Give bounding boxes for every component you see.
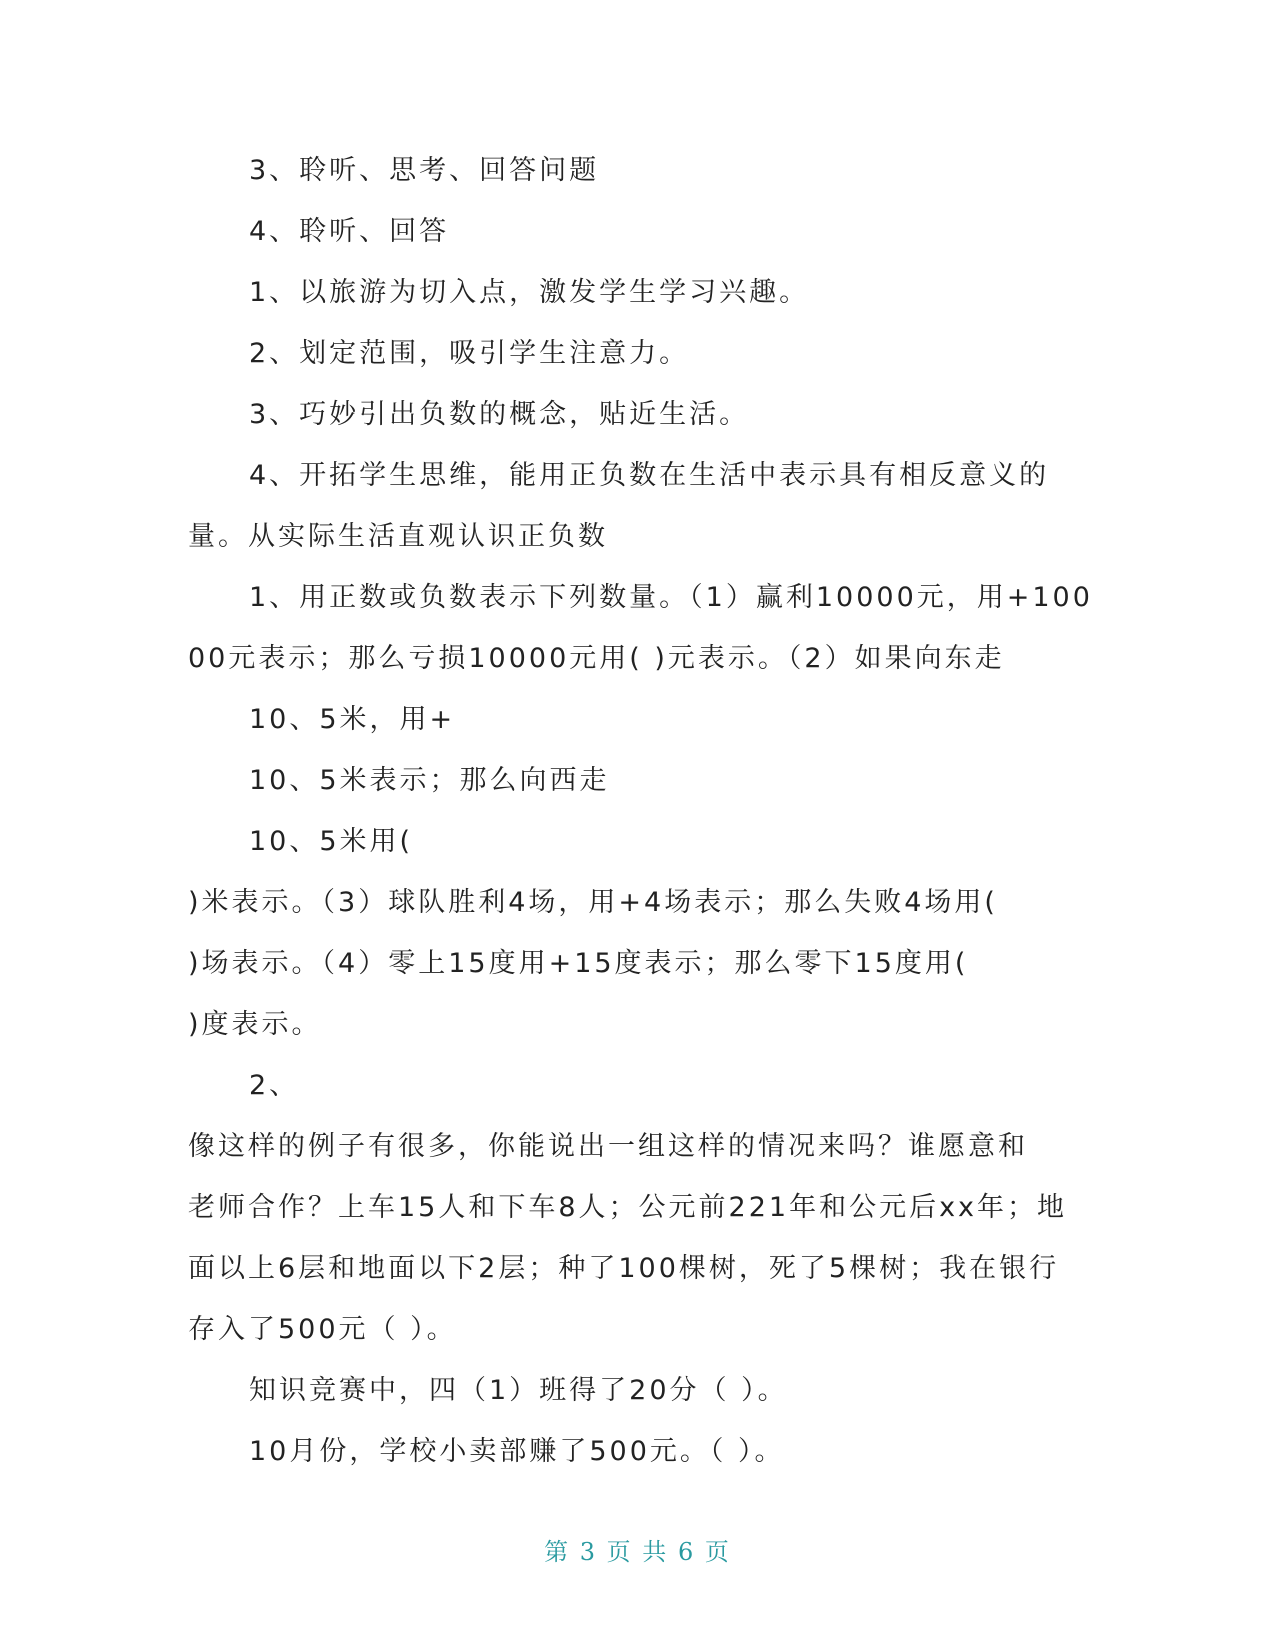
text-line: 量。从实际生活直观认识正负数	[188, 521, 608, 552]
text-line: 2、	[249, 1070, 300, 1101]
text-line: 1、以旅游为切入点，激发学生学习兴趣。	[249, 277, 810, 308]
text-line: 00元表示；那么亏损10000元用( )元表示。（2）如果向东走	[188, 643, 1005, 674]
text-line: 1、用正数或负数表示下列数量。（1）赢利10000元，用+100	[249, 582, 1093, 613]
text-line: 2、划定范围，吸引学生注意力。	[249, 338, 690, 369]
text-line: 3、聆听、思考、回答问题	[249, 155, 600, 186]
page-number-footer: 第 3 页 共 6 页	[544, 1538, 731, 1566]
text-line: 像这样的例子有很多，你能说出一组这样的情况来吗？谁愿意和	[188, 1131, 1028, 1162]
text-line: 老师合作？上车15人和下车8人；公元前221年和公元后xx年；地	[188, 1192, 1068, 1223]
text-line: )度表示。	[188, 1009, 322, 1040]
text-line: 10、5米，用+	[249, 704, 456, 735]
text-line: 4、聆听、回答	[249, 216, 450, 247]
text-line: 知识竞赛中，四（1）班得了20分（ ）。	[249, 1375, 788, 1406]
text-line: 存入了500元（ ）。	[188, 1314, 457, 1345]
text-line: 10、5米表示；那么向西走	[249, 765, 610, 796]
text-line: )场表示。（4）零上15度用+15度表示；那么零下15度用(	[188, 948, 969, 979]
text-line: 4、开拓学生思维，能用正负数在生活中表示具有相反意义的	[249, 460, 1050, 491]
text-line: 10、5米用(	[249, 826, 414, 857]
text-line: 面以上6层和地面以下2层；种了100棵树，死了5棵树；我在银行	[188, 1253, 1060, 1284]
document-body	[188, 140, 1093, 1482]
text-line: )米表示。（3）球队胜利4场，用+4场表示；那么失败4场用(	[188, 887, 998, 918]
text-line: 3、巧妙引出负数的概念，贴近生活。	[249, 399, 750, 430]
text-line: 10月份，学校小卖部赚了500元。（ ）。	[249, 1436, 785, 1467]
